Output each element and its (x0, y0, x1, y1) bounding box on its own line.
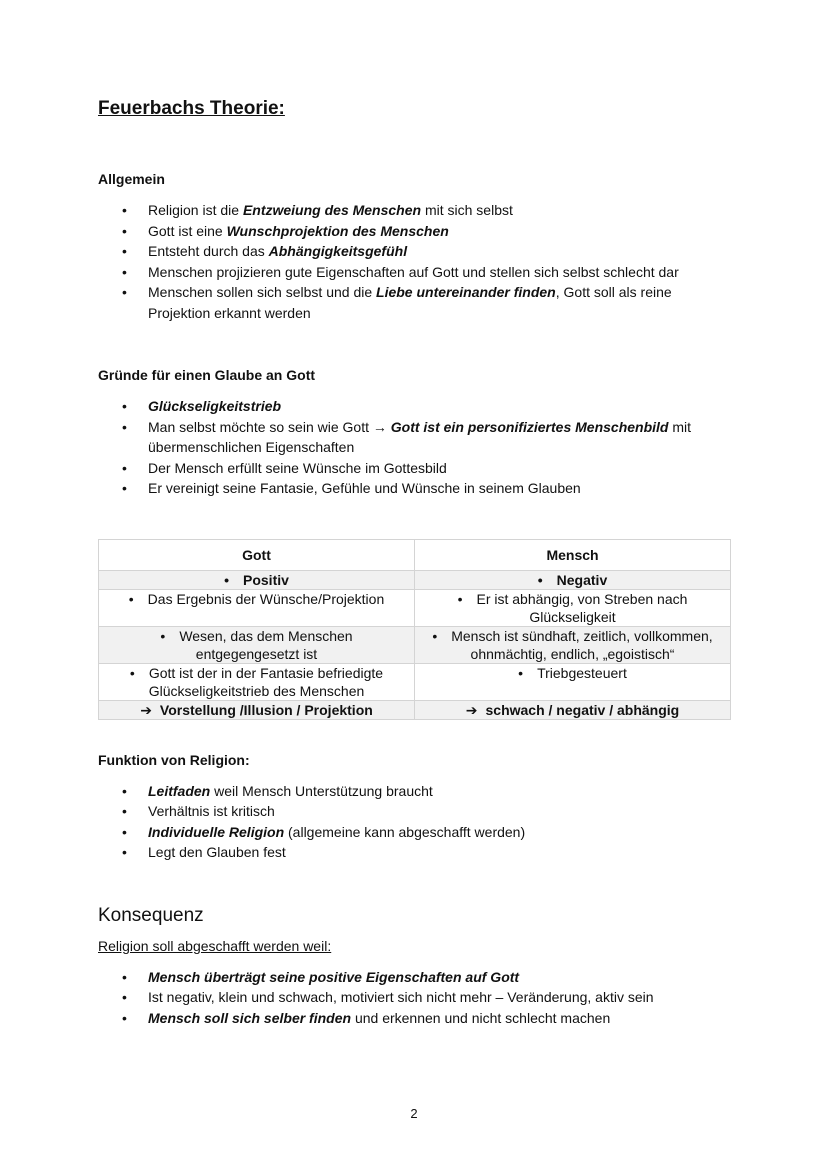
konsequenz-subheading: Religion soll abgeschafft werden weil: (98, 937, 332, 954)
table-cell: • Das Ergebnis der Wünsche/Projektion (99, 589, 415, 626)
list-item: • Er vereinigt seine Fantasie, Gefühle und Wünsche in seinem Glauben (98, 478, 730, 499)
table-header-gott: Gott (99, 539, 415, 570)
list-item: • Man selbst möchte so sein wie Gott → Gott ist ein personifiziertes Menschenbild mit übermenschlichen Eigenschaften (98, 417, 730, 458)
table-header-mensch: Mensch (415, 539, 731, 570)
bullet-icon: • (160, 627, 166, 644)
bullet-icon: • (537, 571, 543, 588)
section-heading-allgemein: Allgemein (98, 171, 165, 187)
arrow-right-icon: ➔ (140, 701, 152, 718)
table-cell: • Gott ist der in der Fantasie befriedigte Glückseligkeitstrieb des Menschen (99, 663, 415, 700)
section-heading-funktion: Funktion von Religion: (98, 751, 250, 768)
list-item: • Menschen projizieren gute Eigenschaften auf Gott und stellen sich selbst schlecht dar (98, 262, 730, 283)
list-item: • Mensch soll sich selber finden und erkennen und nicht schlecht machen (98, 1008, 730, 1029)
table-cell: • Wesen, das dem Menschen entgegengesetzt ist (99, 626, 415, 663)
section-heading-gruende: Gründe für einen Glaube an Gott (98, 367, 316, 383)
list-item: • Ist negativ, klein und schwach, motiviert sich nicht mehr – Veränderung, aktiv sein (98, 987, 730, 1008)
table-cell: • Positiv (99, 570, 415, 589)
comparison-table (98, 539, 731, 720)
table-cell: • Er ist abhängig, von Streben nach Glückseligkeit (415, 589, 731, 626)
bullet-icon: • (224, 571, 229, 588)
table-cell: ➔ Vorstellung /Illusion / Projektion (99, 700, 415, 719)
table-row (99, 626, 731, 663)
bullet-icon: • (432, 627, 438, 644)
bullet-icon: • (128, 590, 134, 607)
table-header-row (99, 539, 731, 570)
table-row (99, 589, 731, 626)
page-number: 2 (410, 1106, 418, 1121)
list-item: • Leitfaden weil Mensch Unterstützung braucht (98, 781, 730, 802)
list-item: • Menschen sollen sich selbst und die Liebe untereinander finden, Gott soll als reine Projektion erkannt werden (98, 282, 730, 323)
bullet-icon: • (129, 664, 135, 681)
table-cell: • Triebgesteuert (415, 663, 731, 700)
table-row (99, 570, 731, 589)
table-row (99, 663, 731, 700)
table-cell: • Negativ (415, 570, 731, 589)
list-item: • Mensch überträgt seine positive Eigenschaften auf Gott (98, 967, 730, 988)
list-item: • Der Mensch erfüllt seine Wünsche im Gottesbild (98, 458, 730, 479)
page-title: Feuerbachs Theorie: (98, 98, 285, 119)
list-item: • Verhältnis ist kritisch (98, 801, 730, 822)
list-item: • Individuelle Religion (allgemeine kann abgeschafft werden) (98, 822, 730, 843)
table-cell: ➔ schwach / negativ / abhängig (415, 700, 731, 719)
document-page (98, 96, 730, 1028)
funktion-list (98, 781, 730, 863)
table-summary-row (99, 700, 731, 719)
list-item: • Legt den Glauben fest (98, 842, 730, 863)
list-item: • Religion ist die Entzweiung des Menschen mit sich selbst (98, 200, 730, 221)
bullet-icon: • (518, 664, 524, 681)
bullet-icon: • (457, 590, 463, 607)
konsequenz-list (98, 967, 730, 1029)
list-item: • Entsteht durch das Abhängigkeitsgefühl (98, 241, 730, 262)
allgemein-list (98, 200, 730, 323)
section-heading-konsequenz: Konsequenz (98, 904, 204, 926)
list-item: • Gott ist eine Wunschprojektion des Menschen (98, 221, 730, 242)
table-cell: • Mensch ist sündhaft, zeitlich, vollkommen, ohnmächtig, endlich, „egoistisch“ (415, 626, 731, 663)
arrow-right-icon: ➔ (465, 701, 478, 718)
list-item: • Glückseligkeitstrieb (98, 396, 730, 417)
gruende-list (98, 396, 730, 499)
